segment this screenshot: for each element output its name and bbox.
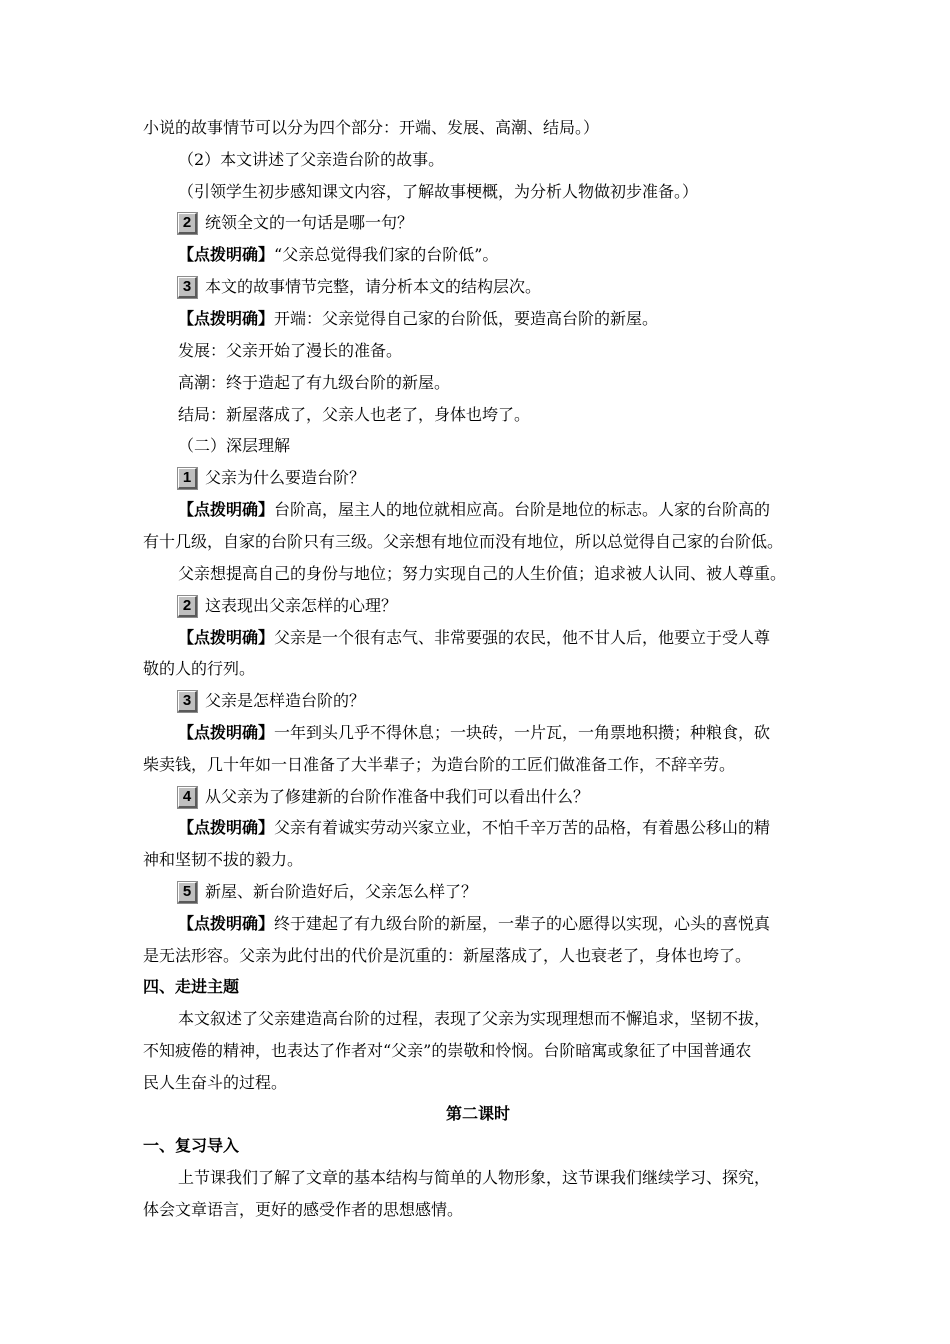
question-number-badge: 2 — [178, 213, 197, 234]
answer-line — [178, 723, 813, 743]
text-line: 柴卖钱，几十年如一日准备了大半辈子；为造台阶的工匠们做准备工作，不辞辛劳。 — [143, 755, 736, 774]
text-line: （2）本文讲述了父亲造台阶的故事。 — [178, 150, 445, 169]
answer-text: “父亲总觉得我们家的台阶低”。 — [274, 245, 499, 264]
answer-text: 一年到头几乎不得休息；一块砖，一片瓦，一角票地积攒；种粮食，砍 — [274, 723, 771, 742]
answer-text: 开端：父亲觉得自己家的台阶低，要造高台阶的新屋。 — [274, 309, 659, 328]
text-line: 敬的人的行列。 — [143, 659, 256, 678]
text-line: 民人生奋斗的过程。 — [143, 1073, 288, 1092]
question-line — [178, 468, 813, 489]
answer-line — [178, 245, 813, 265]
answer-line — [178, 818, 813, 838]
question-number-badge: 3 — [178, 691, 197, 712]
answer-line — [178, 500, 813, 520]
text-line: 发展：父亲开始了漫长的准备。 — [178, 341, 403, 360]
question-line — [178, 882, 813, 903]
text-line: （引领学生初步感知课文内容，了解故事梗概，为分析人物做初步准备。） — [178, 182, 699, 201]
question-number-badge: 3 — [178, 277, 197, 298]
answer-label: 【点拨明确】 — [178, 723, 275, 742]
text-line: 高潮：终于造起了有九级台阶的新屋。 — [178, 373, 451, 392]
answer-label: 【点拨明确】 — [178, 914, 275, 933]
answer-line — [178, 628, 813, 648]
text-line: 体会文章语言，更好的感受作者的思想感情。 — [143, 1200, 464, 1219]
question-number-badge: 1 — [178, 468, 197, 489]
answer-label: 【点拨明确】 — [178, 818, 275, 837]
question-line — [178, 277, 813, 298]
answer-text: 终于建起了有九级台阶的新屋，一辈子的心愿得以实现，心头的喜悦真 — [274, 914, 771, 933]
question-text: 统领全文的一句话是哪一句？ — [205, 213, 414, 232]
question-text: 父亲为什么要造台阶？ — [205, 468, 366, 487]
text-line: 父亲想提高自己的身份与地位；努力实现自己的人生价值；追求被人认同、被人尊重。 — [178, 564, 787, 583]
answer-text: 台阶高，屋主人的地位就相应高。台阶是地位的标志。人家的台阶高的 — [274, 500, 771, 519]
text-line: 神和坚韧不拔的毅力。 — [143, 850, 304, 869]
answer-line — [178, 309, 813, 329]
question-number-badge: 5 — [178, 882, 197, 903]
question-text: 这表现出父亲怎样的心理？ — [205, 596, 398, 615]
question-text: 本文的故事情节完整，请分析本文的结构层次。 — [205, 277, 542, 296]
answer-line — [178, 914, 813, 934]
text-line: 有十几级，自家的台阶只有三级。父亲想有地位而没有地位，所以总觉得自己家的台阶低。 — [143, 532, 784, 551]
text-line: 本文叙述了父亲建造高台阶的过程，表现了父亲为实现理想而不懈追求，坚韧不拔， — [178, 1009, 771, 1028]
answer-text: 父亲有着诚实劳动兴家立业，不怕千辛万苦的品格，有着愚公移山的精 — [274, 818, 771, 837]
answer-label: 【点拨明确】 — [178, 309, 275, 328]
question-line — [178, 691, 813, 712]
text-line: 不知疲倦的精神，也表达了作者对“父亲”的崇敬和怜悯。台阶暗寓或象征了中国普通农 — [143, 1041, 752, 1060]
lesson-title: 第二课时 — [445, 1104, 510, 1123]
question-line — [178, 213, 813, 234]
section-heading: 一、复习导入 — [143, 1136, 240, 1155]
question-text: 父亲是怎样造台阶的？ — [205, 691, 366, 710]
answer-label: 【点拨明确】 — [178, 245, 275, 264]
answer-text: 父亲是一个很有志气、非常要强的农民，他不甘人后，他要立于受人尊 — [274, 628, 771, 647]
text-line: 是无法形容。父亲为此付出的代价是沉重的：新屋落成了，人也衰老了，身体也垮了。 — [143, 946, 752, 965]
section-heading: 四、走进主题 — [143, 977, 240, 996]
text-line: 小说的故事情节可以分为四个部分：开端、发展、高潮、结局。） — [143, 118, 600, 137]
question-text: 新屋、新台阶造好后，父亲怎么样了？ — [205, 882, 478, 901]
question-number-badge: 2 — [178, 596, 197, 617]
question-text: 从父亲为了修建新的台阶作准备中我们可以看出什么？ — [205, 787, 590, 806]
answer-label: 【点拨明确】 — [178, 628, 275, 647]
answer-label: 【点拨明确】 — [178, 500, 275, 519]
question-line — [178, 596, 813, 617]
question-line — [178, 787, 813, 808]
text-line: 结局：新屋落成了，父亲人也老了，身体也垮了。 — [178, 405, 531, 424]
text-line: 上节课我们了解了文章的基本结构与简单的人物形象，这节课我们继续学习、探究， — [178, 1168, 771, 1187]
question-number-badge: 4 — [178, 787, 197, 808]
section-heading: （二）深层理解 — [178, 436, 291, 455]
